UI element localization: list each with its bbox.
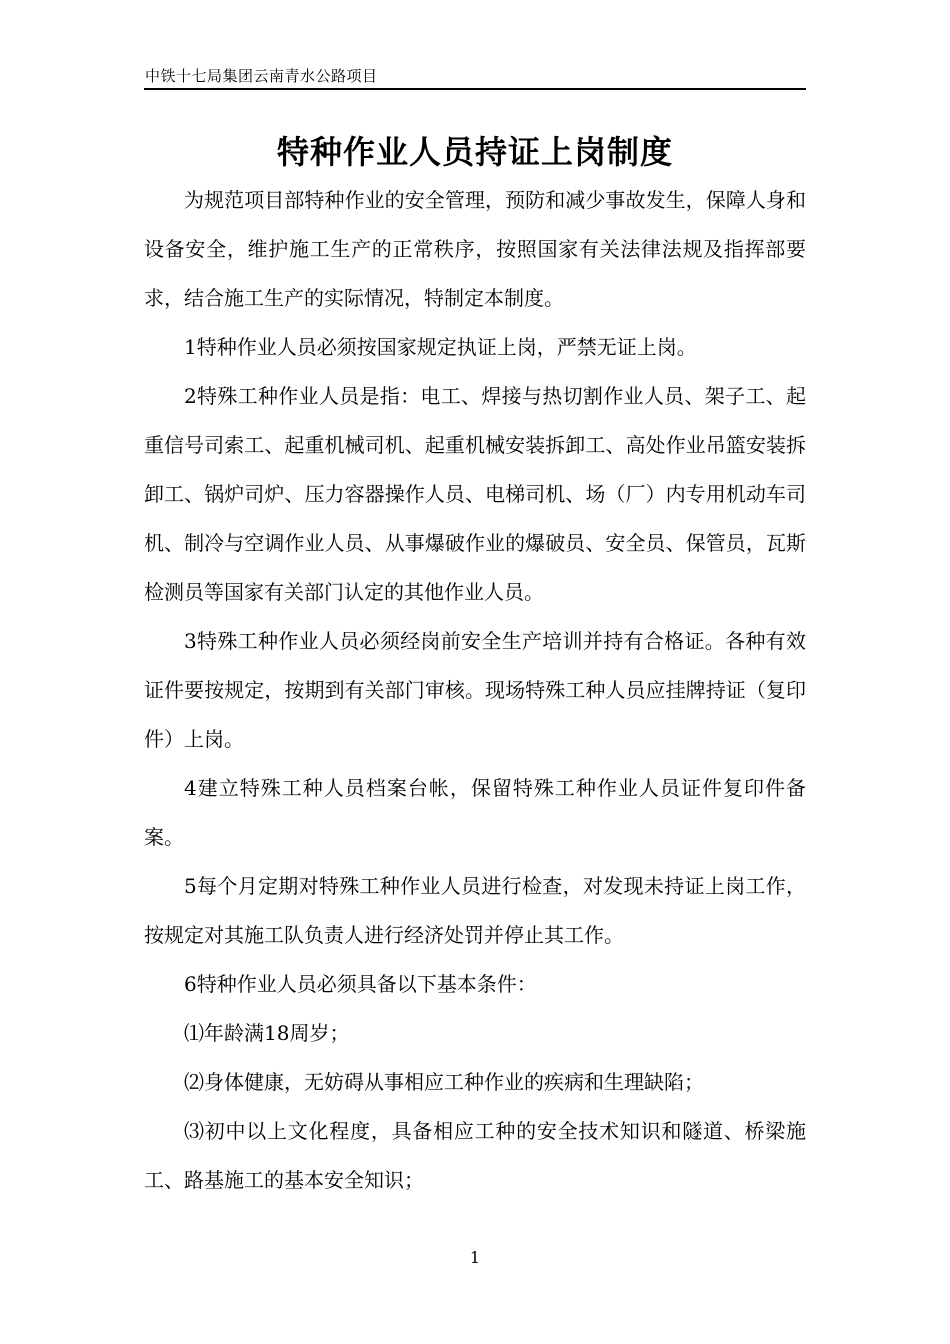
page-number: 1 [469, 1248, 481, 1267]
paragraph-item-4: 4建立特殊工种人员档案台帐，保留特殊工种作业人员证件复印件备案。 [144, 776, 806, 849]
condition-item-1: ⑴年龄满18周岁； [184, 1021, 350, 1045]
condition-item-3: ⑶初中以上文化程度，具备相应工种的安全技术知识和隧道、桥梁施工、路基施工的基本安全知识； [144, 1119, 806, 1192]
document-title: 特种作业人员持证上岗制度 [276, 133, 673, 171]
paragraph-item-5: 5每个月定期对特殊工种作业人员进行检查，对发现未持证上岗工作，按规定对其施工队负责人进行经济处罚并停止其工作。 [144, 874, 806, 947]
condition-item-2: ⑵身体健康，无妨碍从事相应工种作业的疾病和生理缺陷； [184, 1070, 704, 1094]
paragraph-intro: 为规范项目部特种作业的安全管理，预防和减少事故发生，保障人身和设备安全，维护施工生产的正常秩序，按照国家有关法律法规及指挥部要求，结合施工生产的实际情况，特制定本制度。 [144, 188, 806, 310]
page-header: 中铁十七局集团云南青水公路项目 [145, 67, 378, 85]
paragraph-item-2: 2特殊工种作业人员是指：电工、焊接与热切割作业人员、架子工、起重信号司索工、起重机械司机、起重机械安装拆卸工、高处作业吊篮安装拆卸工、锅炉司炉、压力容器操作人员、电梯司机、场（厂）内专用机动车司机、制冷与空调作业人员、从事爆破作业的爆破员、安全员、保管员，瓦斯检测员等国家有关部门认定的其他作业人员。 [144, 384, 806, 604]
paragraph-item-1: 1特种作业人员必须按国家规定执证上岗，严禁无证上岗。 [184, 335, 697, 359]
header-divider [144, 88, 806, 90]
paragraph-item-3: 3特殊工种作业人员必须经岗前安全生产培训并持有合格证。各种有效证件要按规定，按期到有关部门审核。现场特殊工种人员应挂牌持证（复印件）上岗。 [144, 629, 806, 751]
paragraph-item-6: 6特种作业人员必须具备以下基本条件： [184, 972, 537, 996]
document-body [144, 176, 806, 1205]
